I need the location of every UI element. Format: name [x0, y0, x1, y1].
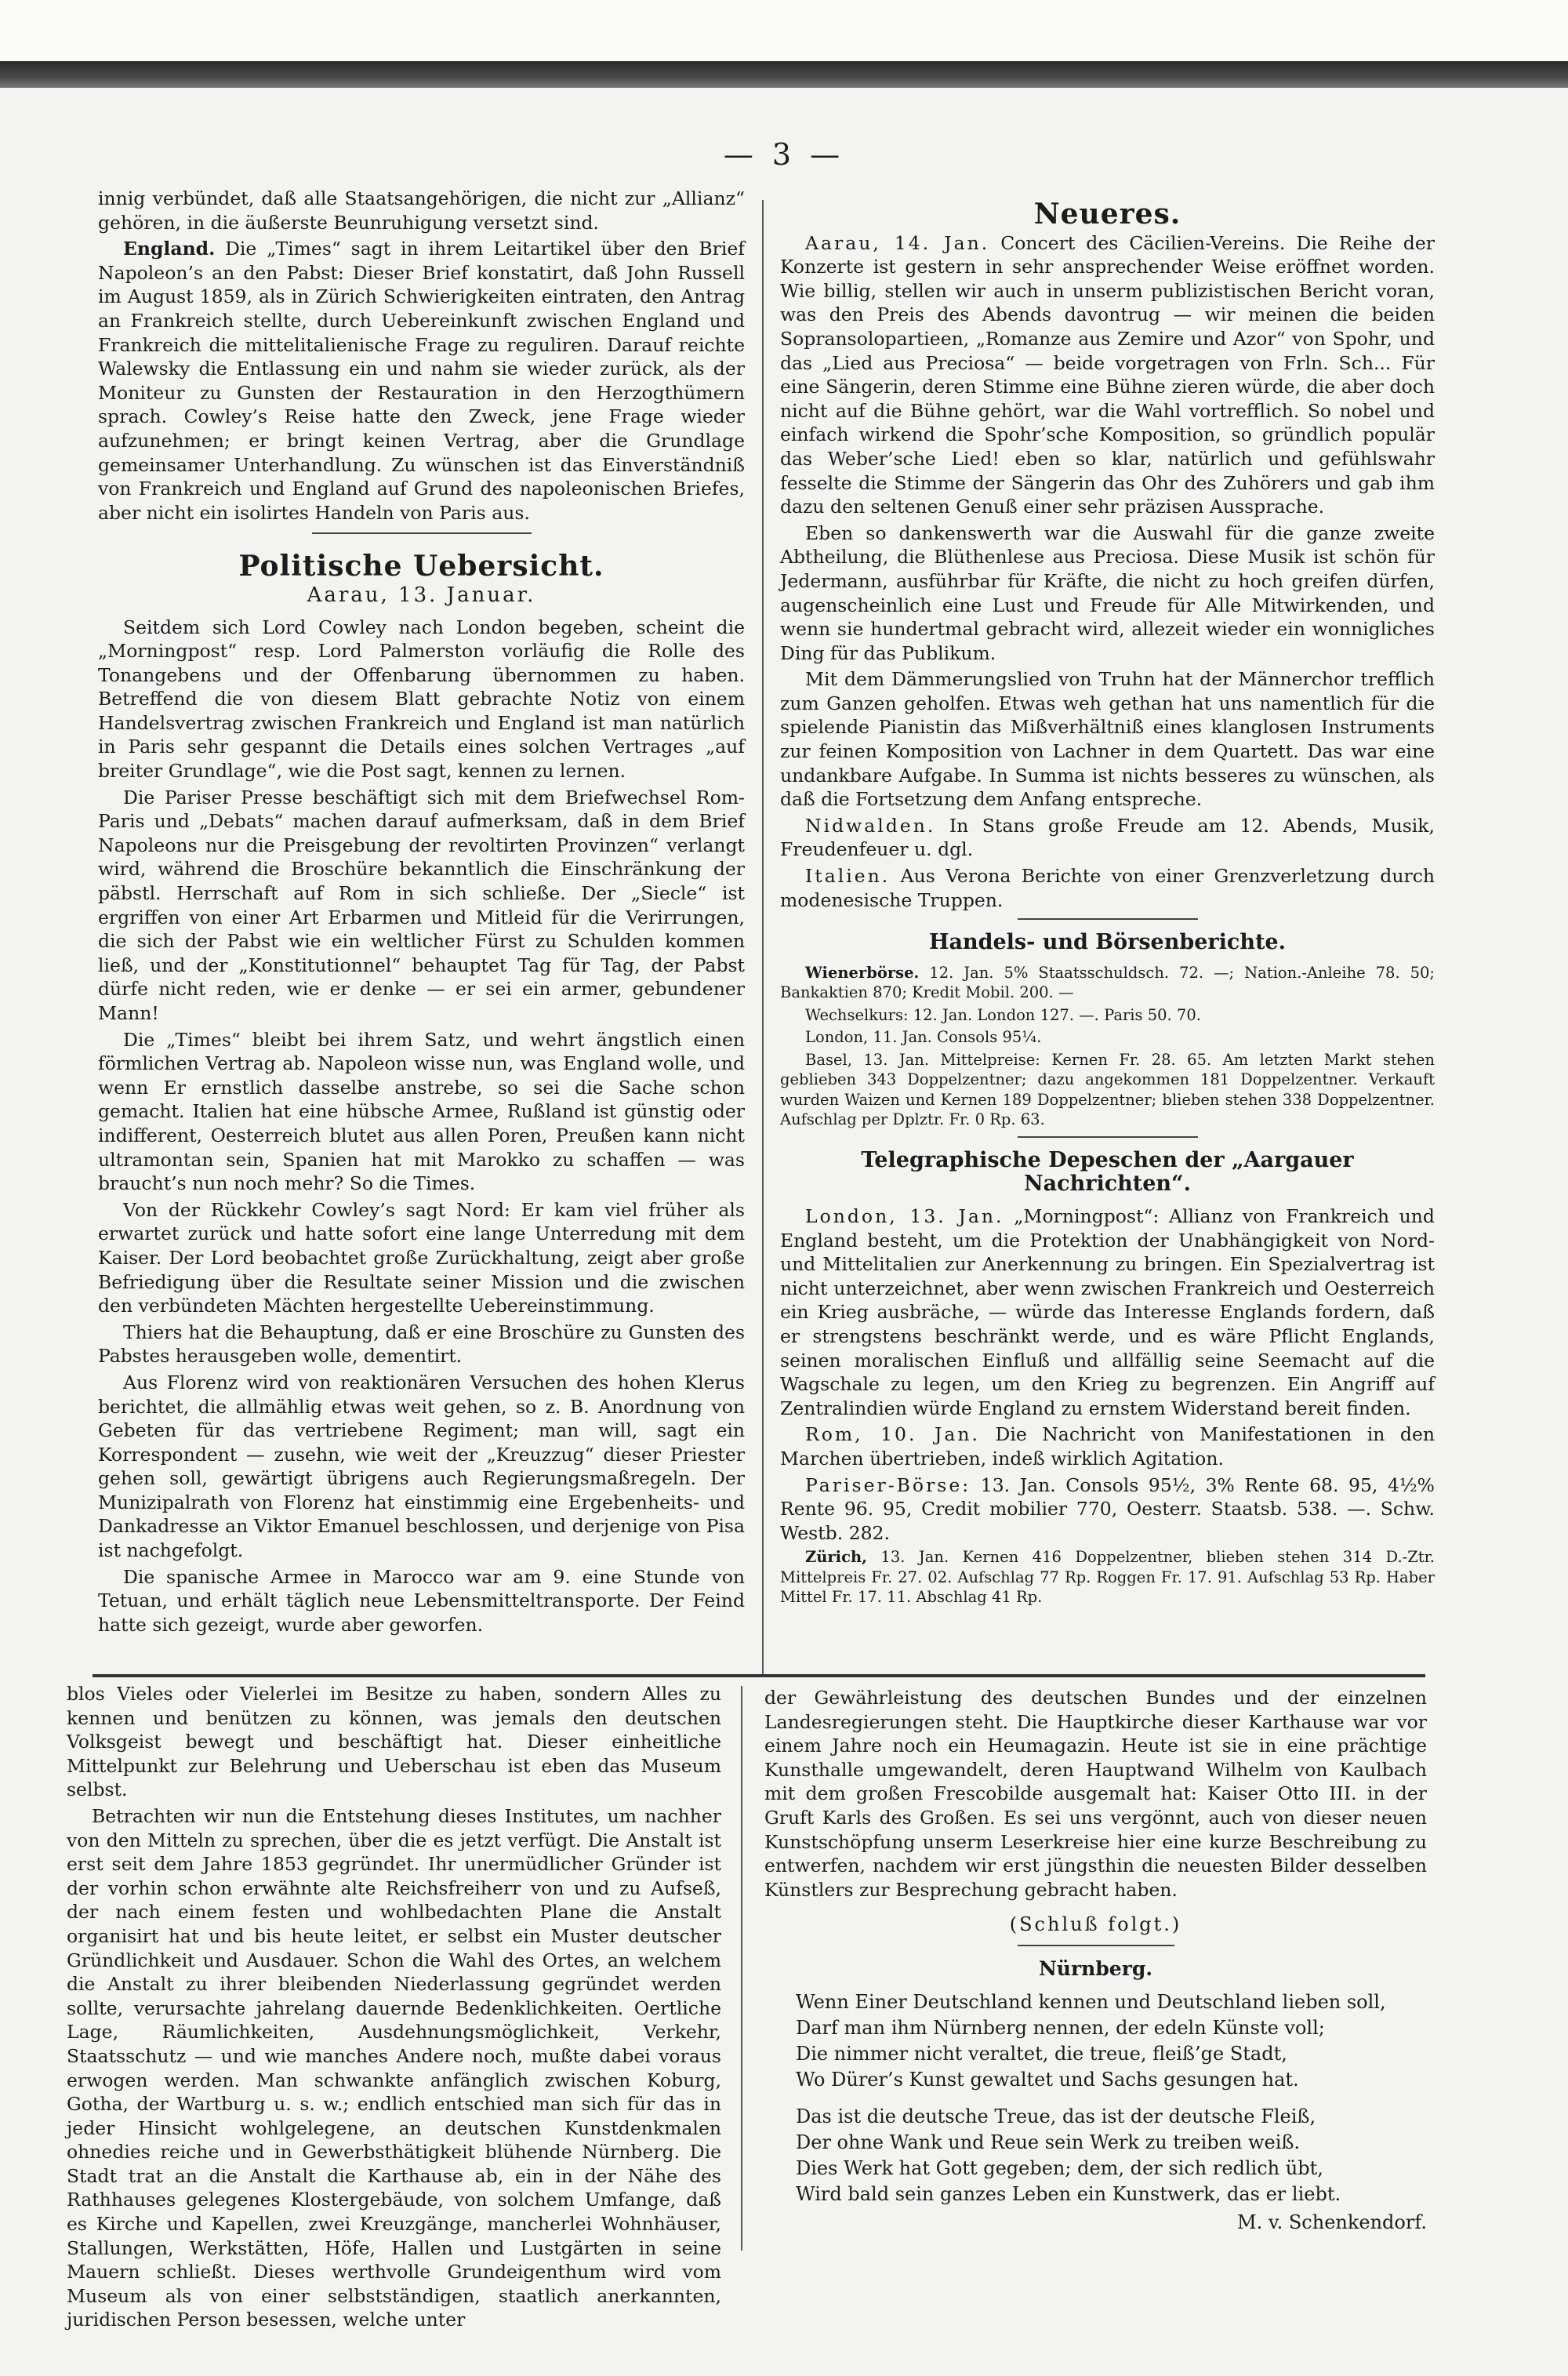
- paragraph-text: In Stans große Freude am 12. Abends, Musik, Freudenfeuer u. dgl.: [780, 814, 1435, 861]
- paragraph-text: 13. Jan. Kernen 416 Doppelzentner, blieben stehen 314 D.-Ztr. Mittelpreis Fr. 27. 02. Aufschlag 77 Rp. Roggen Fr. 17. 91. Aufschlag 53 Rp. Haber Mittel Fr. 17. 11. Abschlag 41 Rp.: [780, 1548, 1435, 1607]
- poem-line: Darf man ihm Nürnberg nennen, der edeln Künste voll;: [796, 2016, 1325, 2039]
- section-lead: Aarau, 14. Jan.: [805, 231, 990, 254]
- divider: [312, 532, 532, 534]
- section-heading: Neueres.: [1033, 198, 1181, 231]
- paragraph: Aus Florenz wird von reaktionären Versuchen des hohen Klerus berichtet, die allmählig etwas weit gehen, so z. B. Anordnung von Gebeten für das vertriebene Regiment; man will, sagt ein Korrespondent — zusehn, wie weit der „Kreuzzug“ dieser Priester gehen soll, gewärtigt übrigens auch Regierungsmaßregeln. Der Munizipalrath von Florenz hat einstimmig eine Ergebenheits- und Dankadresse an Viktor Emanuel beschlossen, und derjenige von Pisa ist nachgefolgt.: [98, 1371, 745, 1562]
- paragraph: Seitdem sich Lord Cowley nach London begeben, scheint die „Morningpost“ resp. Lord Palmerston vorläufig die Rolle des Tonangebens und der Offenbarung übernommen zu haben. Betreffend die von diesem Blatt gebrachte Notiz von einem Handelsvertrag zwischen Frankreich und England ist man natürlich in Paris sehr gespannt die Details eines solchen Vertrages „auf breiter Grundlage“, wie die Post sagt, kennen zu lernen.: [98, 616, 745, 783]
- scan-margin: [0, 0, 1568, 61]
- paragraph: Betrachten wir nun die Entstehung dieses Institutes, um nachher von den Mitteln zu sprechen, über die es jetzt verfügt. Die Anstalt ist erst seit dem Jahre 1853 gegründet. Ihr unermüdlicher Gründer ist der vorhin schon erwähnte alte Reichsfreiherr von und zu Aufseß, der nach einem festen und wohlbedachten Plane die Anstalt organisirt hat und bis heute leitet, er selbst ein Muster deutscher Gründlichkeit und Ausdauer. Schon die Wahl des Ortes, an welchem die Anstalt zu ihrer bleibenden Niederlassung gegründet werden sollte, verursachte jahrelang dauernde Bedenklichkeiten. Oertliche Lage, Räumlichkeiten, Ausdehnungsmöglichkeit, Verkehr, Staatsschutz — und wie manches Andere noch, mußte dabei voraus erwogen werden. Man schwankte anfänglich zwischen Koburg, Gotha, der Wartburg u. s. w.; endlich entschied man sich für das in jeder Hinsicht wohlgelegene, an deutschen Kunstdenkmalen ohnedies reiche und in Gewerbsthätigkeit blühende Nürnberg. Die Stadt trat an die Anstalt die Karthause ab, ein in der Nähe des Rathhauses gelegenes Klostergebäude, von solchem Umfange, daß es Kirche und Kapellen, zwei Kreuzgänge, mancherlei Wohnhäuser, Stallungen, Werkstätten, Höfe, Hallen und Lustgärten in seine Mauern schließt. Dieses werthvolle Grundeigenthum wird vom Museum als von einer selbstständigen, staatlich anerkannten, juridischen Person besessen, welche unter: [67, 1804, 721, 2331]
- market-report: Basel, 13. Jan. Mittelpreise: Kernen Fr. 28. 65. Am letzten Markt stehen geblieben 343 Doppelzentner; dazu angekommen 181 Doppelzentner. Verkauft wurden Waizen und Kernen 189 Doppelzentner; blieben stehen 338 Doppelzentner. Aufschlag per Dplztr. Fr. 0 Rp. 63.: [780, 1050, 1435, 1129]
- paragraph: Die spanische Armee in Marocco war am 9. eine Stunde von Tetuan, und erhält täglich neue Lebensmitteltransporte. Der Feind hatte sich gezeigt, wurde aber geworfen.: [98, 1565, 745, 1636]
- scan-edge-bar: [0, 61, 1568, 88]
- paragraph-text: Concert des Cäcilien-Vereins. Die Reihe der Konzerte ist gestern in sehr ansprechender Weise eröffnet worden. Wie billig, stellen wir auch in unserm publizistischen Bericht voran, was den Preis des Abends davontrug — wir meinen die beiden Sopransolopartieen, „Romanze aus Zemire und Azor“ von Spohr, und das „Lied aus Preciosa“ — beide vorgetragen von Frln. Sch... Für eine Sängerin, deren Stimme eine Bühne zieren würde, die aber doch nicht auf die Bühne gehört, war die Wahl vortrefflich. So nobel und einfach wirkend die Spohr’sche Komposition, so gründlich populär das Weber’sche Lied! eben so klar, natürlich und gefühlswahr fesselte die Stimme der Sängerin das Ohr des Zuhörers und gab ihm dazu den seltenen Genuß einer sehr präzisen Aussprache.: [780, 231, 1435, 518]
- paragraph-text: Die Nachricht von Manifestationen in den Marchen übertrieben, indeß wirklich Agitation.: [780, 1423, 1435, 1470]
- market-report: London, 11. Jan. Consols 95¼.: [805, 1028, 1042, 1047]
- dateline: Aarau, 13. Januar.: [307, 583, 536, 607]
- section-heading: Handels- und Börsenberichte.: [928, 930, 1287, 955]
- poem-line: Der ohne Wank und Reue sein Werk zu treiben weiß.: [796, 2131, 1301, 2153]
- poem-line: Wird bald sein ganzes Leben ein Kunstwerk, das er liebt.: [796, 2182, 1341, 2205]
- left-column: [98, 187, 745, 1661]
- paragraph: der Gewährleistung des deutschen Bundes und der einzelnen Landesregierungen steht. Die Hauptkirche dieser Karthause war vor einem Jahre noch ein Heumagazin. Heute ist sie in eine prächtige Kunsthalle umgewandelt, deren Hauptwand Wilhelm von Kaulbach mit dem großen Frescobilde ausgemalt hat: Kaiser Otto III. in der Gruft Karls des Großen. Es sei uns vergönnt, auch von dieser neuen Kunstschöpfung unserm Leserkreise hier eine kurze Beschreibung zu entwerfen, nachdem wir erst jüngsthin die neuesten Bilder desselben Künstlers zur Besprechung gebracht haben.: [764, 1687, 1427, 1901]
- feuilleton-rule: [93, 1674, 1425, 1677]
- poem-signature: M. v. Schenkendorf.: [1237, 2211, 1427, 2233]
- feuilleton-left-column: [67, 1682, 721, 2331]
- paragraph: innig verbündet, daß alle Staatsangehörigen, die nicht zur „Allianz“ gehören, in die äußerste Beunruhigung versetzt sind.: [98, 187, 745, 234]
- paragraph: Thiers hat die Behauptung, daß er eine Broschüre zu Gunsten des Pabstes herausgeben wolle, dementirt.: [98, 1321, 745, 1368]
- section-lead: England.: [123, 238, 216, 260]
- divider: [1018, 1136, 1198, 1138]
- section-lead: Zürich,: [805, 1548, 867, 1567]
- paragraph: Die Pariser Presse beschäftigt sich mit dem Briefwechsel Rom-Paris und „Debats“ machen darauf aufmerksam, daß in dem Brief Napoleons nur die Preisgebung der revoltirten Provinzen“ verlangt wird, während die Broschüre bekanntlich die Einschränkung der päbstl. Herrschaft auf Rom in sich schließe. Der „Siecle“ ist ergriffen von einer Art Erbarmen und Mitleid für die Verirrungen, die sich der Pabst wie ein weltlicher Fürst zu Schulden kommen ließ, und der „Konstitutionnel“ behauptet Tag für Tag, der Pabst dürfe nicht reden, wie er denke — er sei ein armer, gebundener Mann!: [98, 786, 745, 1024]
- paragraph: [780, 1204, 1435, 1420]
- feuilleton-right-column: [764, 1686, 1427, 2266]
- market-report: [780, 1547, 1435, 1608]
- section-lead: Wienerbörse.: [805, 963, 920, 982]
- poem-title: Nürnberg.: [1038, 1956, 1153, 1980]
- section-lead: Italien.: [805, 865, 891, 888]
- market-report: [780, 963, 1435, 1003]
- paragraph: [780, 814, 1435, 862]
- paragraph: [98, 237, 745, 525]
- paragraph-text: 12. Jan. 5% Staatsschuldsch. 72. —; Nation.-Anleihe 78. 50; Bankaktien 870; Kredit Mobil. 200. —: [780, 963, 1435, 1002]
- paragraph: [780, 864, 1435, 912]
- paragraph: Die „Times“ bleibt bei ihrem Satz, und wehrt ängstlich einen förmlichen Vertrag ab. Napoleon wisse nun, was England wolle, und wenn Er ernstlich dasselbe anstrebe, so sei die Sache schon gemacht. Italien hat eine hübsche Armee, Rußland ist günstig oder indifferent, Oesterreich blutet aus allen Poren, Preußen kann nicht ultramontan sein, Spanien hat mit Marokko zu schaffen — was braucht’s nun noch mehr? So die Times.: [98, 1028, 745, 1195]
- poem: [764, 1989, 1427, 2207]
- poem-line: Das ist die deutsche Treue, das ist der deutsche Fleiß,: [796, 2105, 1316, 2127]
- section-lead: Pariser-Börse:: [805, 1473, 971, 1496]
- stanza-break: [796, 2093, 1427, 2104]
- market-report: Wechselkurs: 12. Jan. London 127. —. Paris 50. 70.: [805, 1005, 1201, 1024]
- section-lead: London, 13. Jan.: [805, 1205, 1004, 1227]
- section-heading: Politische Uebersicht.: [238, 550, 604, 583]
- paragraph: Eben so dankenswerth war die Auswahl für die ganze zweite Abtheilung, die Blüthenlese aus Preciosa. Diese Musik ist schön für Jedermann, ausführbar für Kräfte, die nicht zu hoch greifen dürfen, augenscheinlich eine Lust und Freude für Alle Mitwirkenden, und wenn sie hundertmal gebracht wird, allezeit wieder ein wonnigliches Ding für das Publikum.: [780, 521, 1435, 664]
- paragraph-text: „Morningpost“: Allianz von Frankreich und England besteht, um die Protektion der Unabhängigkeit von Nord- und Mittelitalien zur Anerkennung zu bringen. Ein Spezialvertrag ist nicht unterzeichnet, aber wenn zwischen Frankreich und Oesterreich ein Krieg ausbräche, — würde das Interesse Englands fordern, daß er strengstens beschränkt werde, und es wäre Pflicht Englands, seinen moralischen Einfluß und allfällig seine Seemacht auf die Wagschale zu legen, um den Krieg zu begrenzen. Ein Angriff auf Zentralindien würde England zu ernstem Widerstand bereit finden.: [780, 1205, 1435, 1419]
- column-rule: [762, 200, 764, 1674]
- paragraph: Mit dem Dämmerungslied von Truhn hat der Männerchor trefflich zum Ganzen geholfen. Etwas weh gethan hat uns namentlich für die spielende Pianistin das Mißverhältniß eines klanglosen Instruments zur feinen Komposition von Lachner in dem Quartett. Das war eine undankbare Aufgabe. In Summa ist nichts besseres zu wünschen, als daß die Fortsetzung dem Anfang entspreche.: [780, 668, 1435, 811]
- poem-line: Die nimmer nicht veraltet, die treue, fleiß’ge Stadt,: [796, 2042, 1287, 2065]
- paragraph: [780, 1473, 1435, 1546]
- paragraph-text: Die „Times“ sagt in ihrem Leitartikel über den Brief Napoleon’s an den Pabst: Dieser Brief konstatirt, daß John Russell im August 1859, als in Zürich Schwierigkeiten eintraten, den Antrag an Frankreich stellte, durch Uebereinkunft zwischen England und Frankreich die mittelitalienische Frage zu reguliren. Darauf reichte Walewsky die Entlassung ein und nahm sie wieder zurück, als der Moniteur zu Gunsten der Restauration in den Herzogthümern sprach. Cowley’s Reise hatte den Zweck, jene Frage wieder aufzunehmen; er bringt keinen Vertrag, aber die Grundlage gemeinsamer Unterhandlung. Zu wünschen ist das Einverständniß von Frankreich und England auf Grund des napoleonischen Briefes, aber nicht ein isolirtes Handeln von Paris aus.: [98, 238, 745, 524]
- section-lead: Rom, 10. Jan.: [805, 1423, 980, 1446]
- paragraph: [780, 1422, 1435, 1470]
- paragraph: [780, 231, 1435, 519]
- paragraph-text: Aus Verona Berichte von einer Grenzverletzung durch modenesische Truppen.: [780, 865, 1435, 911]
- page-number: — 3 —: [723, 137, 845, 172]
- poem-line: Wo Dürer’s Kunst gewaltet und Sachs gesungen hat.: [796, 2068, 1299, 2091]
- divider: [1018, 918, 1198, 920]
- paragraph: blos Vieles oder Vielerlei im Besitze zu haben, sondern Alles zu kennen und benützen zu können, was jemals den deutschen Volksgeist bewegt und beschäftigt hat. Dieser einheitliche Mittelpunkt zur Belehrung und Ueberschau ist eben das Museum selbst.: [67, 1683, 721, 1801]
- continuation-note: (Schluß folgt.): [1009, 1913, 1182, 1936]
- poem-line: Dies Werk hat Gott gegeben; dem, der sich redlich übt,: [796, 2156, 1323, 2179]
- section-lead: Nidwalden.: [805, 814, 936, 837]
- paragraph: Von der Rückkehr Cowley’s sagt Nord: Er kam viel früher als erwartet zurück und hatte sofort eine lange Unterredung mit dem Kaiser. Der Lord beobachtet große Zurückhaltung, zeigt aber große Befriedigung über die Resultate seiner Mission und die zwischen den verbündeten Mächten hergestellte Uebereinstimmung.: [98, 1198, 745, 1317]
- right-column: [780, 198, 1435, 1677]
- column-rule: [741, 1686, 742, 2251]
- paragraph-text: 13. Jan. Consols 95½, 3% Rente 68. 95, 4½% Rente 96. 95, Credit mobilier 770, Oesterr. Staatsb. 538. —. Schw. Westb. 282.: [780, 1473, 1435, 1544]
- poem-line: Wenn Einer Deutschland kennen und Deutschland lieben soll,: [796, 1990, 1386, 2013]
- divider: [1018, 1945, 1174, 1946]
- section-heading: Telegraphische Depeschen der „Aargauer Nachrichten“.: [861, 1147, 1354, 1197]
